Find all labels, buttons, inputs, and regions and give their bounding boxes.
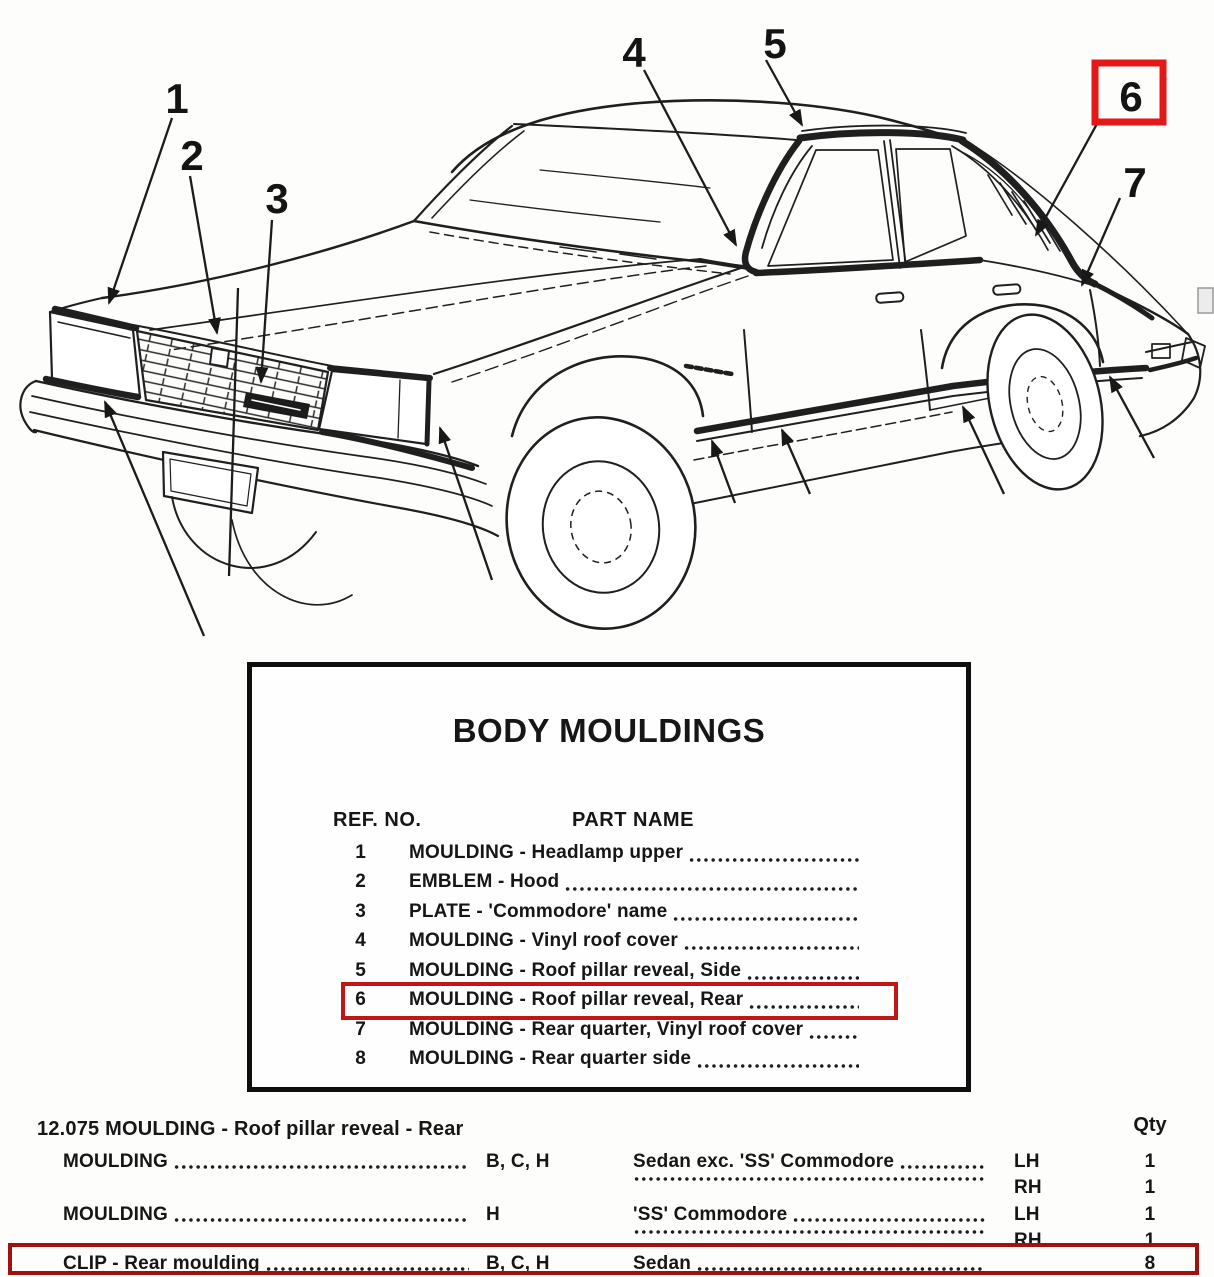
application-label: Sedan exc. 'SS' Commodore: [633, 1151, 895, 1172]
leader-6: [1036, 122, 1098, 235]
dot-leader: [265, 1267, 469, 1271]
ref-number: 8: [355, 1048, 366, 1069]
part-name: MOULDING - Rear quarter, Vinyl roof cover: [409, 1019, 804, 1040]
dot-leader: [633, 1177, 985, 1181]
application-cell: [633, 1177, 989, 1185]
detail-row: [0, 1151, 1214, 1175]
dot-leader: [808, 1035, 859, 1039]
dot-leader: [696, 1267, 985, 1271]
rear-door-window: [896, 149, 966, 262]
leader-extra: [229, 288, 238, 576]
leader-5: [766, 60, 802, 125]
section-heading: [37, 1118, 464, 1141]
door-badge: [686, 366, 732, 374]
detail-row: [0, 1230, 1214, 1254]
ref-number: 6: [355, 989, 366, 1010]
dot-leader: [633, 1230, 985, 1234]
leader-2: [190, 176, 217, 333]
callout-numbers: [165, 20, 1146, 222]
leader-headlamp-right: [440, 428, 492, 580]
qty-cell: 1: [1144, 1177, 1156, 1198]
application-cell: [633, 1230, 989, 1238]
parts-list-row-highlighted: [333, 989, 863, 1013]
callout-6: 6: [1119, 73, 1143, 120]
part-name: EMBLEM - Hood: [409, 871, 560, 892]
door-handle-rear: [993, 284, 1021, 295]
side-cell: LH: [1014, 1151, 1040, 1172]
part-name: MOULDING - Vinyl roof cover: [409, 930, 678, 951]
part-name: MOULDING - Roof pillar reveal, Side: [409, 960, 742, 981]
ref-no-header: REF. NO.: [333, 809, 422, 831]
leader-4: [644, 70, 736, 245]
leader-1: [109, 118, 172, 303]
qty-header: Qty: [1133, 1114, 1167, 1136]
license-plate: [163, 452, 258, 513]
scan-artifact: [1198, 288, 1213, 313]
windshield-header: [514, 124, 796, 140]
front-end: [20, 309, 498, 605]
section-title: MOULDING - Roof pillar reveal - Rear: [105, 1118, 464, 1140]
part-name: MOULDING - Headlamp upper: [409, 842, 684, 863]
dot-leader: [746, 976, 859, 980]
ref-number: 4: [355, 930, 366, 951]
qty-cell: 1: [1144, 1204, 1156, 1225]
parts-list-row: [333, 960, 863, 984]
model-codes: H: [486, 1204, 500, 1225]
part-label: CLIP - Rear moulding: [63, 1253, 260, 1274]
dot-leader: [899, 1165, 985, 1169]
detail-row: [0, 1177, 1214, 1201]
callout-4: 4: [622, 29, 646, 76]
parts-list-row: [333, 842, 863, 866]
parts-list-row: [333, 1048, 863, 1072]
callout-2: 2: [180, 132, 204, 179]
hood-crease: [150, 259, 700, 330]
qty-cell: 1: [1144, 1230, 1156, 1251]
part-name: PLATE - 'Commodore' name: [409, 901, 668, 922]
detail-row: [0, 1204, 1214, 1228]
leader-sill-a: [712, 441, 735, 503]
qty-cell: 1: [1144, 1151, 1156, 1172]
dot-leader: [173, 1218, 469, 1222]
leader-1b: [105, 402, 204, 636]
ref-number: 2: [355, 871, 366, 892]
dot-leader: [748, 1005, 859, 1009]
ref-number: 5: [355, 960, 366, 981]
application-label: Sedan: [633, 1253, 692, 1274]
dot-leader: [564, 887, 859, 891]
section-code: 12.075: [37, 1118, 100, 1140]
part-cell: [63, 1204, 473, 1226]
application-label: 'SS' Commodore: [633, 1204, 788, 1225]
part-label: MOULDING: [63, 1204, 169, 1225]
roof-drip-rail-moulding: [800, 133, 963, 140]
door-handle-front: [876, 292, 904, 303]
front-tire: [490, 402, 712, 643]
part-label: MOULDING: [63, 1151, 169, 1172]
door-seam-mid: [921, 330, 930, 410]
callout-3: 3: [265, 175, 289, 222]
part-name: MOULDING - Rear quarter side: [409, 1048, 692, 1069]
front-door-window: [768, 150, 893, 266]
part-name: MOULDING - Roof pillar reveal, Rear: [409, 989, 744, 1010]
quarter-seam: [1090, 290, 1100, 366]
parts-list-row: [333, 930, 863, 954]
dot-leader: [688, 858, 859, 862]
application-cell: [633, 1151, 989, 1173]
wheels: [490, 302, 1120, 643]
ref-number: 7: [355, 1019, 366, 1040]
part-cell: [63, 1253, 473, 1275]
ref-number: 1: [355, 842, 366, 863]
dot-leader: [696, 1064, 859, 1068]
leader-7: [1082, 198, 1120, 285]
b-pillar: [884, 140, 906, 268]
application-cell: [633, 1204, 989, 1226]
panel-title: BODY MOULDINGS: [452, 712, 766, 749]
callout-7: 7: [1123, 159, 1147, 206]
door-seam-front: [744, 330, 752, 432]
parts-list-row: [333, 871, 863, 895]
body-mouldings-panel: [247, 662, 971, 1092]
side-cell: RH: [1014, 1230, 1042, 1251]
dot-leader: [792, 1218, 985, 1222]
hood-far-edge: [102, 221, 414, 298]
far-a-pillar: [414, 126, 512, 221]
wiper-marks: [560, 247, 656, 259]
side-cell: RH: [1014, 1177, 1042, 1198]
model-codes: B, C, H: [486, 1253, 550, 1274]
hood-emblem: [210, 348, 229, 367]
callout-1: 1: [165, 75, 189, 122]
dot-leader: [683, 946, 859, 950]
ref-number: 3: [355, 901, 366, 922]
dot-leader: [672, 917, 859, 921]
part-name-header: PART NAME: [572, 809, 694, 831]
windscreen-pillar-moulding: [745, 141, 799, 272]
parts-list-row: [333, 1019, 863, 1043]
parts-list-row: [333, 901, 863, 925]
leader-bumper-rear: [1110, 377, 1154, 458]
far-front-wheel-arc: [232, 520, 352, 605]
part-cell: [63, 1151, 473, 1173]
side-cell: LH: [1014, 1204, 1040, 1225]
model-codes: B, C, H: [486, 1151, 550, 1172]
detail-row-highlighted: [0, 1253, 1214, 1277]
dot-leader: [173, 1165, 469, 1169]
qty-cell: 8: [1144, 1253, 1156, 1274]
application-cell: [633, 1253, 989, 1275]
callout-5: 5: [763, 20, 787, 67]
